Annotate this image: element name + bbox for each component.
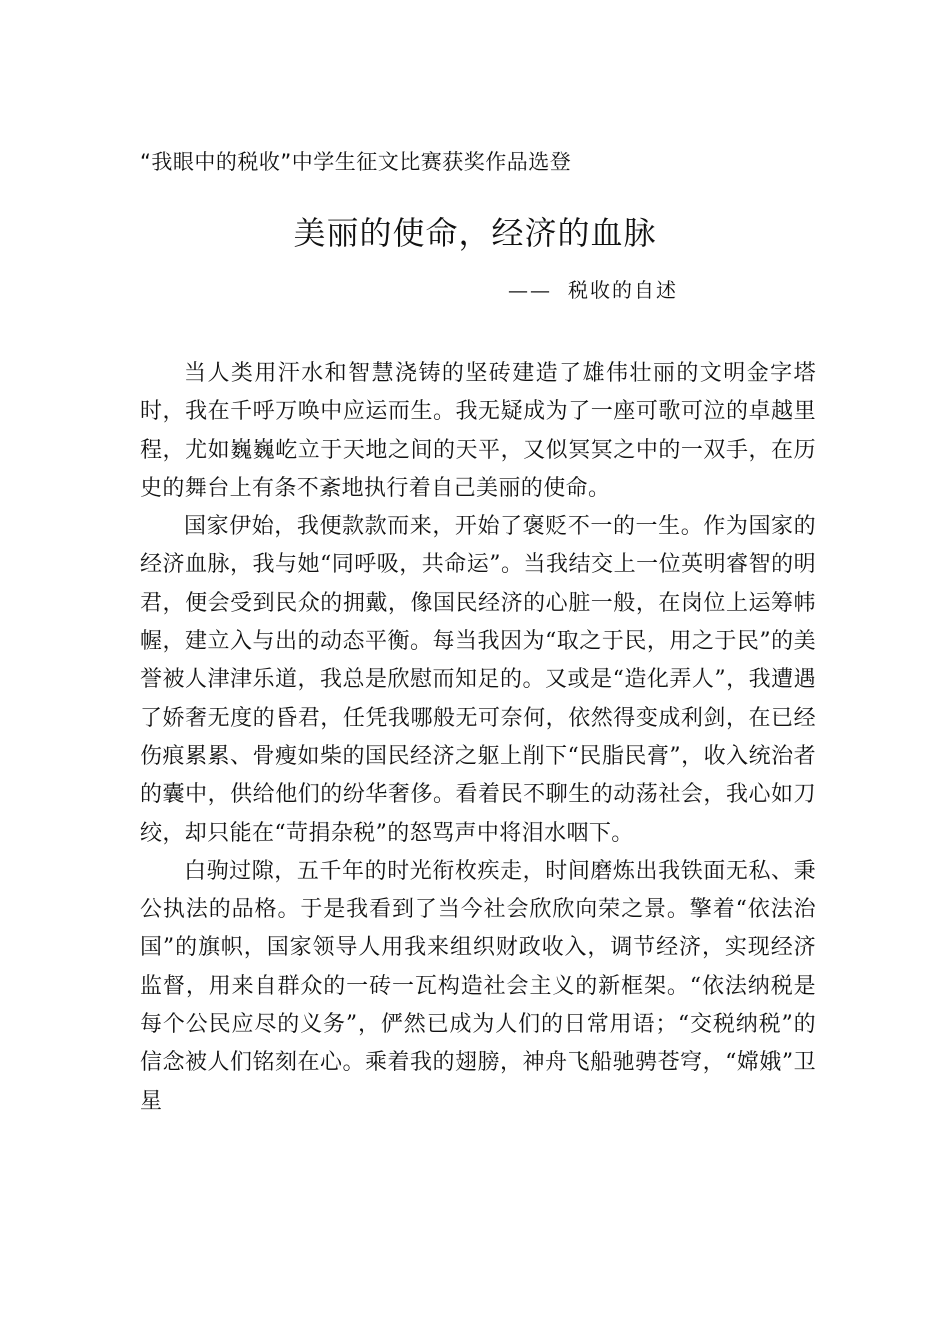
subtitle-dash: —— (508, 278, 552, 302)
paragraph: 白驹过隙，五千年的时光衔枚疾走，时间磨炼出我铁面无私、秉公执法的品格。于是我看到了当今社会欣欣向荣之景。擎着“依法治国”的旗帜，国家领导人用我来组织财政收入，调节经济，实现经济监督，用来自群众的一砖一瓦构造社会主义的新框架。“依法纳税是每个公民应尽的义务”，俨然已成为人们的日常用语；“交税纳税”的信念被人们铭刻在心。乘着我的翅膀，神舟飞船驰骋苍穹，“嫦娥”卫星 (140, 858, 816, 1114)
column-header: “我眼中的税收”中学生征文比赛获奖作品选登 (140, 150, 572, 174)
article-body (140, 355, 816, 1121)
paragraph: 当人类用汗水和智慧浇铸的坚砖建造了雄伟壮丽的文明金字塔时，我在千呼万唤中应运而生。我无疑成为了一座可歌可泣的卓越里程，尤如巍巍屹立于天地之间的天平，又似冥冥之中的一双手，在历史的舞台上有条不紊地执行着自己美丽的使命。 (140, 361, 816, 501)
article-subtitle (508, 274, 678, 303)
subtitle-text: 税收的自述 (568, 278, 678, 302)
paragraph: 国家伊始，我便款款而来，开始了褒贬不一的一生。作为国家的经济血脉，我与她“同呼吸，共命运”。当我结交上一位英明睿智的明君，便会受到民众的拥戴，像国民经济的心脏一般，在岗位上运筹帏幄，建立入与出的动态平衡。每当我因为“取之于民，用之于民”的美誉被人津津乐道，我总是欣慰而知足的。又或是“造化弄人”，我遭遇了娇奢无度的昏君，任凭我哪般无可奈何，依然得变成利剑，在已经伤痕累累、骨瘦如柴的国民经济之躯上削下“民脂民膏”，收入统治者的囊中，供给他们的纷华奢侈。看着民不聊生的动荡社会，我心如刀绞，却只能在“苛捐杂税”的怒骂声中将泪水咽下。 (140, 514, 816, 846)
article-title: 美丽的使命，经济的血脉 (293, 214, 657, 252)
